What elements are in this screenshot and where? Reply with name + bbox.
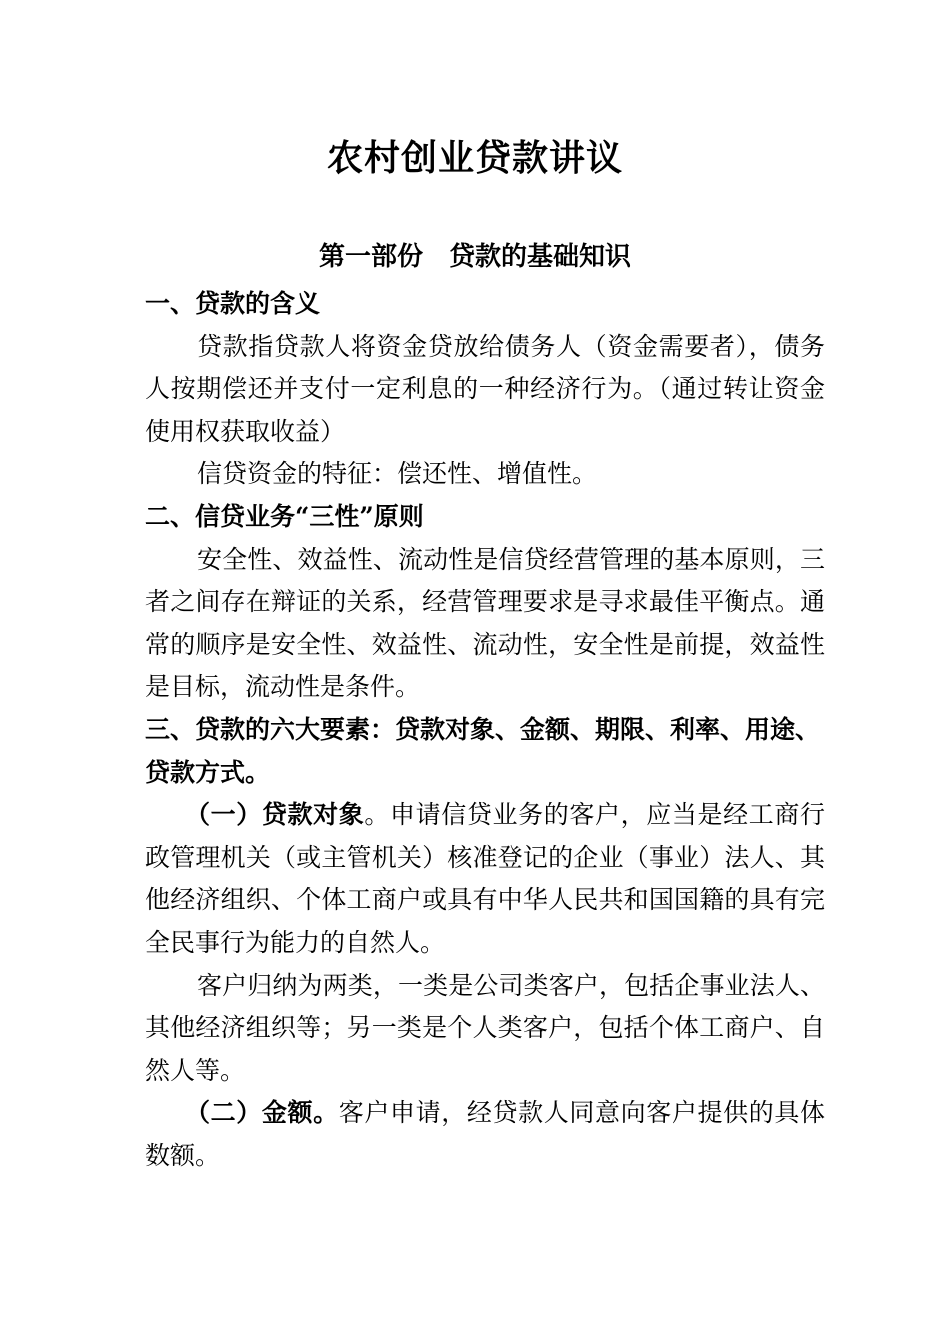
part-heading bbox=[0, 236, 950, 273]
item-label: （二）金额。 bbox=[185, 1098, 339, 1128]
paragraph: 贷款指贷款人将资金贷放给债务人（资金需要者），债务人按期偿还并支付一定利息的一种经济行为。（通过转让资金使用权获取收益） bbox=[145, 331, 825, 446]
section-heading: 二、信贷业务“三性”原则 bbox=[145, 501, 424, 531]
item-label: （一）贷款对象 bbox=[185, 800, 365, 830]
paragraph: 安全性、效益性、流动性是信贷经营管理的基本原则，三者之间存在辩证的关系，经营管理要求是寻求最佳平衡点。通常的顺序是安全性、效益性、流动性，安全性是前提，效益性是目标，流动性是条件。 bbox=[145, 544, 825, 702]
paragraph: 信贷资金的特征：偿还性、增值性。 bbox=[197, 459, 598, 489]
paragraph: 客户归纳为两类，一类是公司类客户，包括企事业法人、其他经济组织等；另一类是个人类客户，包括个体工商户、自然人等。 bbox=[145, 970, 825, 1085]
item-text: 。申请信贷业务的客户，应当是经工商行政管理机关（或主管机关）核准登记的企业（事业）法人、其他经济组织、个体工商户或具有中华人民共和国国籍的具有完全民事行为能力的自然人。 bbox=[145, 800, 825, 957]
document-body bbox=[145, 283, 825, 1177]
paragraph bbox=[145, 794, 825, 964]
section-heading: 三、贷款的六大要素：贷款对象、金额、期限、利率、用途、贷款方式。 bbox=[145, 714, 821, 787]
document-title: 农村创业贷款讲议 bbox=[326, 137, 623, 179]
part-label: 第一部份 bbox=[318, 242, 423, 272]
paragraph bbox=[145, 1092, 825, 1177]
section-heading: 一、贷款的含义 bbox=[145, 289, 321, 318]
part-name: 贷款的基础知识 bbox=[449, 242, 632, 272]
item-text: 客户申请，经贷款人同意向客户提供的具体数额。 bbox=[145, 1098, 825, 1170]
